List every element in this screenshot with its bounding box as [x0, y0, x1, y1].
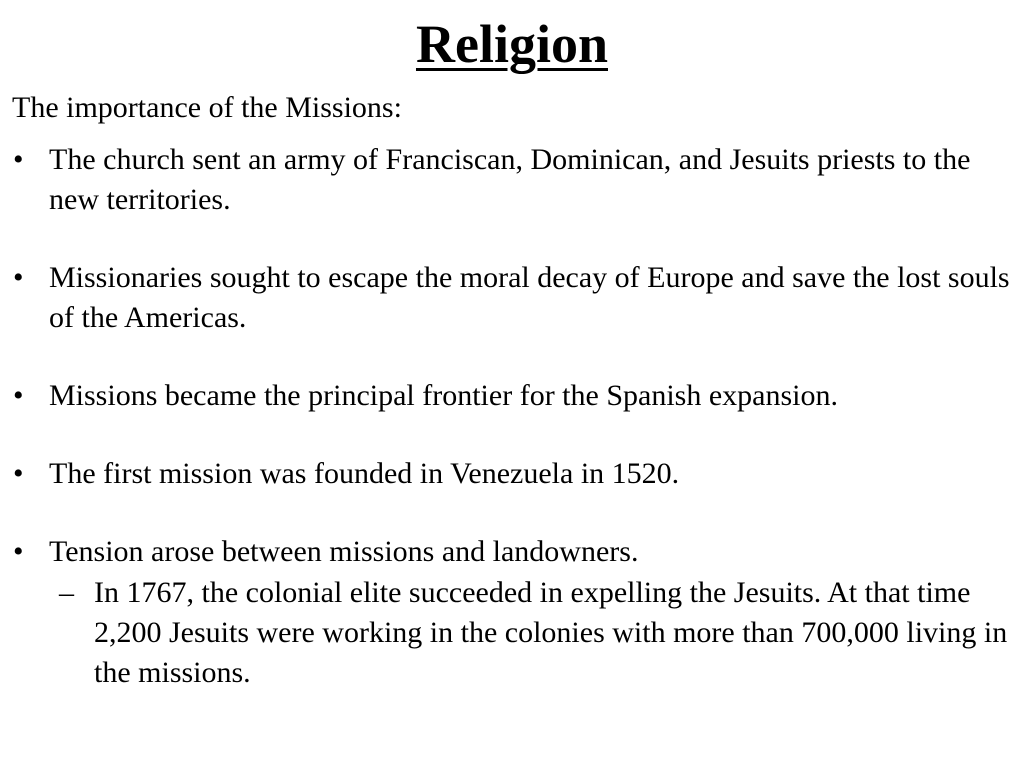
bullet-marker: •	[13, 535, 24, 568]
bullet-marker: •	[13, 261, 24, 294]
sub-bullet-marker: –	[59, 576, 74, 609]
bullet-marker: •	[13, 379, 24, 412]
bullet-item	[0, 454, 1010, 494]
bullet-item	[0, 376, 1010, 416]
bullet-text: Missionaries sought to escape the moral decay of Europe and save the lost souls of the Americas.	[49, 261, 1010, 334]
slide-title: Religion	[415, 14, 608, 74]
bullet-item	[0, 140, 1010, 220]
sub-bullet-item	[49, 573, 1010, 693]
bullet-text: Tension arose between missions and landowners.	[49, 535, 639, 568]
bullet-item	[0, 532, 1010, 693]
bullet-text: The first mission was founded in Venezuela in 1520.	[49, 457, 680, 490]
intro-text: The importance of the Missions:	[12, 91, 402, 124]
bullet-item	[0, 258, 1010, 338]
bullet-list	[0, 140, 1010, 693]
bullet-text: Missions became the principal frontier for the Spanish expansion.	[49, 379, 838, 412]
sub-bullet-text: In 1767, the colonial elite succeeded in expelling the Jesuits. At that time 2,200 Jesuits were working in the colonies with more than 700,000 living in the missions.	[94, 576, 1008, 689]
bullet-marker: •	[13, 143, 24, 176]
bullet-text: The church sent an army of Franciscan, Dominican, and Jesuits priests to the new territories.	[49, 143, 971, 216]
bullet-marker: •	[13, 457, 24, 490]
